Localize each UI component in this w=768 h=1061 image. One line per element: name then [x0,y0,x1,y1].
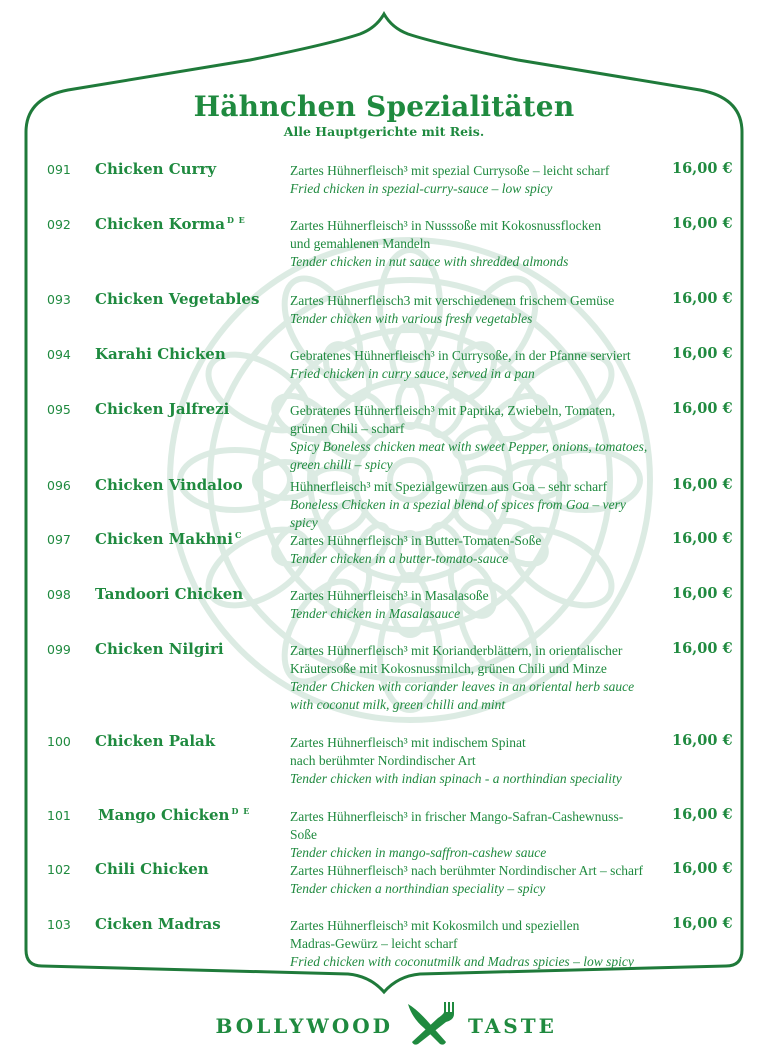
description-english: Tender chicken with indian spinach - a northindian speciality [290,771,622,786]
description-english: Tender chicken in a butter-tomato-sauce [290,551,509,566]
item-number: 100 [47,734,71,749]
item-price: 16,00 € [672,915,733,932]
description-german: Gebratenes Hühnerfleisch³ mit Paprika, Zwiebeln, Tomaten, [290,403,616,418]
page-title: Hähnchen Spezialitäten [193,90,575,123]
item-price: 16,00 € [672,290,733,307]
item-name [95,400,229,418]
description-german: Gebratenes Hühnerfleisch³ in Currysoße, in der Pfanne serviert [290,348,631,363]
item-number: 096 [47,478,71,493]
item-name-text: Chicken Korma [95,215,225,233]
item-description [290,217,650,271]
item-name-text: Mango Chicken [98,806,230,824]
description-german: grünen Chili – scharf [290,421,405,436]
item-price: 16,00 € [672,806,733,823]
item-price: 16,00 € [672,860,733,877]
description-english: Fried chicken in spezial-curry-sauce – low spicy [290,181,553,196]
item-number: 091 [47,162,71,177]
description-english: Tender Chicken with coriander leaves in an oriental herb sauce [290,679,635,694]
item-name-text: Chicken Palak [95,732,216,750]
description-german: Zartes Hühnerfleisch³ in frischer Mango-Safran-Cashewnuss-Soße [290,809,624,842]
item-number: 092 [47,217,71,232]
item-price: 16,00 € [672,732,733,749]
brand-footer [0,1000,768,1050]
item-description [290,917,650,971]
item-name [95,640,224,658]
item-name [95,290,259,308]
fork-knife-icon [400,1000,458,1048]
allergen-codes: D E [226,215,246,225]
description-german: Kräutersoße mit Kokosnussmilch, grünen Chili und Minze [290,661,607,676]
brand-name-left: BOLLYWOOD [215,1014,393,1038]
item-number: 101 [47,808,71,823]
item-name-text: Chicken Curry [95,160,217,178]
description-german: Zartes Hühnerfleisch³ in Butter-Tomaten-Soße [290,533,542,548]
item-name [95,732,215,750]
item-price: 16,00 € [672,585,733,602]
item-description [290,862,650,898]
description-german: Zartes Hühnerfleisch³ in Masalasoße [290,588,489,603]
item-name [98,806,250,824]
item-description [290,347,650,383]
description-german: Zartes Hühnerfleisch³ mit Korianderblättern, in orientalischer [290,643,623,658]
item-name [95,585,243,603]
item-description [290,642,650,714]
item-name-text: Chili Chicken [95,860,209,878]
item-name-text: Karahi Chicken [95,345,226,363]
description-english: Tender chicken with various fresh vegetables [290,311,533,326]
description-english: Fried chicken with coconutmilk and Madras spicies – low spicy [290,954,634,969]
item-name [95,215,246,233]
item-description [290,734,650,788]
item-name-text: Tandoori Chicken [95,585,244,603]
item-name [95,915,221,933]
item-number: 097 [47,532,71,547]
item-price: 16,00 € [672,400,733,417]
item-number: 095 [47,402,71,417]
description-english: with coconut milk, green chilli and mint [290,697,506,712]
item-description [290,402,650,474]
item-price: 16,00 € [672,530,733,547]
page-subtitle: Alle Hauptgerichte mit Reis. [283,124,485,139]
item-number: 102 [47,862,71,877]
description-german: nach berühmter Nordindischer Art [290,753,476,768]
item-name [95,860,209,878]
allergen-codes: C [234,530,243,540]
item-name-text: Chicken Vegetables [95,290,260,308]
description-german: Hühnerfleisch³ mit Spezialgewürzen aus Goa – sehr scharf [290,479,608,494]
item-name [95,160,216,178]
item-description [290,478,650,532]
item-price: 16,00 € [672,640,733,657]
item-price: 16,00 € [672,476,733,493]
item-name-text: Chicken Jalfrezi [95,400,230,418]
item-price: 16,00 € [672,160,733,177]
description-english: Spicy Boneless chicken meat with sweet Pepper, onions, tomatoes, [290,439,648,454]
item-name [95,530,242,548]
item-name-text: Chicken Makhni [95,530,233,548]
description-german: Zartes Hühnerfleisch³ mit indischem Spinat [290,735,526,750]
item-price: 16,00 € [672,215,733,232]
item-number: 099 [47,642,71,657]
description-english: Tender chicken a northindian speciality – spicy [290,881,546,896]
item-description [290,587,650,623]
item-number: 093 [47,292,71,307]
item-name [95,345,226,363]
item-name-text: Chicken Nilgiri [95,640,224,658]
description-german: Zartes Hühnerfleisch3 mit verschiedenem frischem Gemüse [290,293,615,308]
item-number: 094 [47,347,71,362]
item-number: 103 [47,917,71,932]
description-german: Zartes Hühnerfleisch³ nach berühmter Nordindischer Art – scharf [290,863,644,878]
description-german: Madras-Gewürz – leicht scharf [290,936,458,951]
description-english: Boneless Chicken in a spezial blend of spices from Goa – very spicy [290,497,626,530]
item-description [290,162,650,198]
description-english: Tender chicken in Masalasauce [290,606,461,621]
brand-name-right: TASTE [468,1014,557,1038]
description-german: Zartes Hühnerfleisch³ mit spezial Currysoße – leicht scharf [290,163,610,178]
item-description [290,292,650,328]
item-name-text: Cicken Madras [95,915,221,933]
description-german: und gemahlenen Mandeln [290,236,431,251]
item-name [95,476,243,494]
description-english: Tender chicken in nut sauce with shredded almonds [290,254,569,269]
item-name-text: Chicken Vindaloo [95,476,243,494]
item-description [290,532,650,568]
item-number: 098 [47,587,71,602]
item-price: 16,00 € [672,345,733,362]
allergen-codes: D E [231,806,251,816]
description-english: Tender chicken in mango-saffron-cashew sauce [290,845,547,860]
description-english: Fried chicken in curry sauce, served in a pan [290,366,535,381]
description-english: green chilli – spicy [290,457,393,472]
description-german: Zartes Hühnerfleisch³ in Nusssoße mit Kokosnussflocken [290,218,602,233]
item-description [290,808,650,862]
description-german: Zartes Hühnerfleisch³ mit Kokosmilch und speziellen [290,918,580,933]
